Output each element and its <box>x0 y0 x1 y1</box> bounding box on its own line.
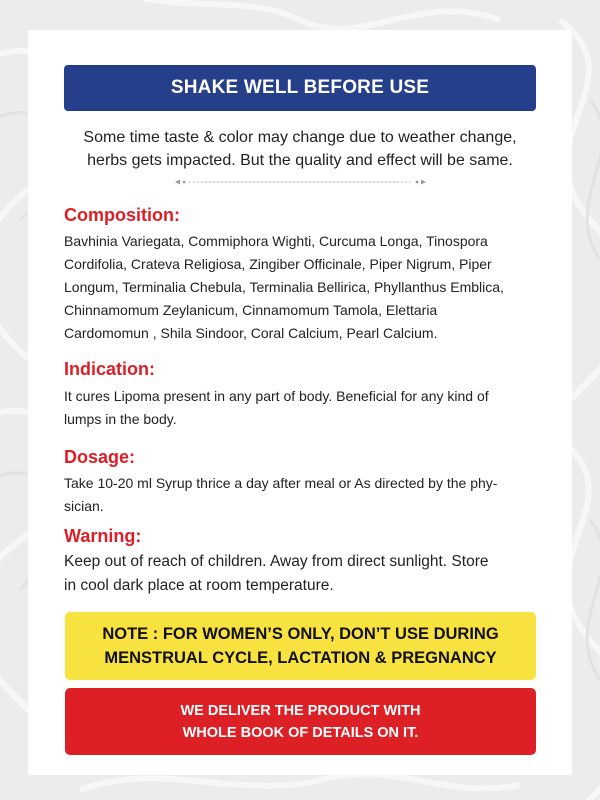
composition-line: Bavhinia Variegata, Commiphora Wighti, Curcuma Longa, Tinospora <box>64 233 488 249</box>
indication-line: lumps in the body. <box>64 411 177 427</box>
note-line-1: NOTE : FOR WOMEN’S ONLY, DON’T USE DURING <box>102 625 499 643</box>
ornament-divider-icon <box>173 178 428 186</box>
indication-line: It cures Lipoma present in any part of body. Beneficial for any kind of <box>64 388 489 404</box>
deliver-line-2: WHOLE BOOK OF DETAILS ON IT. <box>182 724 419 741</box>
composition-line: Longum, Terminalia Chebula, Terminalia Bellirica, Phyllanthus Emblica, <box>64 279 504 295</box>
dosage-heading: Dosage: <box>64 447 136 467</box>
dosage-line: sician. <box>64 498 104 514</box>
warning-heading: Warning: <box>64 526 142 546</box>
composition-heading: Composition: <box>64 205 180 225</box>
indication-body <box>64 385 544 431</box>
dosage-body <box>64 472 544 518</box>
deliver-line-1: WE DELIVER THE PRODUCT WITH <box>180 702 421 719</box>
intro-line-2: herbs gets impacted. But the quality and effect will be same. <box>87 152 513 169</box>
shake-well-text: SHAKE WELL BEFORE USE <box>170 77 430 98</box>
indication-heading: Indication: <box>64 359 155 379</box>
composition-line: Cordifolia, Crateva Religiosa, Zingiber Officinale, Piper Nigrum, Piper <box>64 256 492 272</box>
warning-body <box>64 550 544 598</box>
info-card <box>28 30 572 775</box>
note-line-2: MENSTRUAL CYCLE, LACTATION & PREGNANCY <box>104 649 497 667</box>
composition-body <box>64 230 544 345</box>
intro-line-1: Some time taste & color may change due to weather change, <box>83 129 517 146</box>
shake-well-banner <box>64 65 536 111</box>
dosage-line: Take 10-20 ml Syrup thrice a day after meal or As directed by the phy- <box>64 475 498 491</box>
warning-line: Keep out of reach of children. Away from direct sunlight. Store <box>64 553 489 570</box>
delivery-banner <box>65 688 536 755</box>
composition-line: Cardomomun , Shila Sindoor, Coral Calcium, Pearl Calcium. <box>64 325 438 341</box>
women-note-banner <box>65 612 536 680</box>
composition-line: Chinnamomum Zeylanicum, Cinnamomum Tamola, Elettaria <box>64 302 438 318</box>
warning-line: in cool dark place at room temperature. <box>64 577 334 594</box>
intro-text <box>64 126 536 172</box>
